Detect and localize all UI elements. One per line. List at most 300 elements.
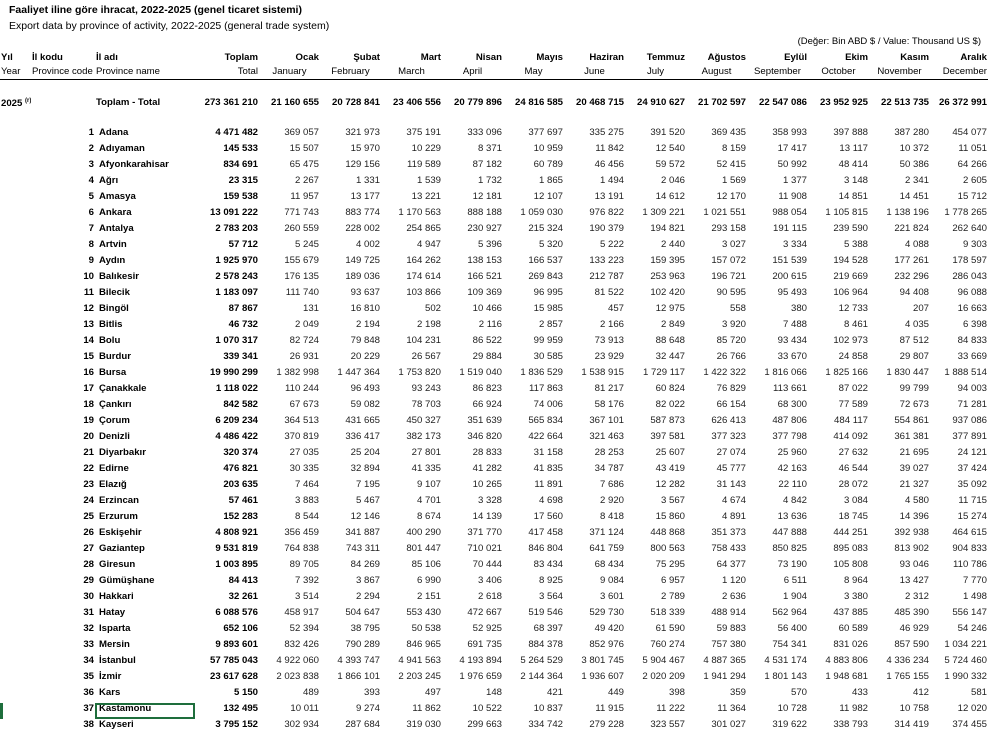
province-code[interactable]: 7 [88, 223, 94, 235]
month-value[interactable]: 641 759 [589, 543, 624, 555]
province-code[interactable]: 17 [83, 383, 94, 395]
month-value[interactable]: 771 743 [284, 207, 319, 219]
month-value[interactable]: 22 110 [778, 479, 807, 491]
total-cell[interactable]: 20 779 896 [453, 96, 502, 108]
month-value[interactable]: 351 373 [711, 527, 746, 539]
month-value[interactable]: 14 851 [838, 191, 868, 203]
month-value[interactable]: 110 786 [953, 559, 987, 571]
month-value[interactable]: 230 927 [467, 223, 502, 235]
month-value[interactable]: 68 397 [533, 623, 563, 635]
month-value[interactable]: 95 493 [777, 287, 807, 299]
month-value[interactable]: 1 836 529 [520, 367, 563, 379]
month-value[interactable]: 301 027 [711, 719, 746, 731]
province-total[interactable]: 1 118 022 [215, 383, 258, 395]
month-value[interactable]: 2 440 [660, 239, 685, 251]
month-value[interactable]: 52 394 [289, 623, 319, 635]
month-value[interactable]: 12 020 [957, 703, 987, 715]
month-value[interactable]: 361 381 [894, 431, 929, 443]
province-total[interactable]: 57 712 [228, 239, 258, 251]
month-value[interactable]: 4 947 [416, 239, 441, 251]
month-value[interactable]: 11 842 [595, 143, 624, 155]
province-name[interactable]: Mersin [99, 639, 130, 651]
month-value[interactable]: 382 173 [406, 431, 441, 443]
month-value[interactable]: 30 585 [533, 351, 563, 363]
month-value[interactable]: 7 195 [355, 479, 380, 491]
month-value[interactable]: 1 105 815 [825, 207, 868, 219]
month-value[interactable]: 54 246 [957, 623, 987, 635]
province-row[interactable] [0, 669, 988, 685]
month-value[interactable]: 1 569 [721, 175, 746, 187]
month-value[interactable]: 764 838 [284, 543, 319, 555]
month-value[interactable]: 457 [607, 303, 624, 315]
month-value[interactable]: 444 251 [833, 527, 868, 539]
province-total[interactable]: 652 106 [223, 623, 258, 635]
month-value[interactable]: 570 [790, 687, 807, 699]
month-value[interactable]: 10 728 [777, 703, 807, 715]
month-value[interactable]: 1 138 196 [886, 207, 929, 219]
total-cell[interactable]: 24 910 627 [636, 96, 685, 108]
month-value[interactable]: 10 265 [472, 479, 502, 491]
month-value[interactable]: 2 267 [294, 175, 319, 187]
month-value[interactable]: 254 865 [406, 223, 441, 235]
month-value[interactable]: 374 455 [952, 719, 987, 731]
province-total[interactable]: 834 691 [223, 159, 258, 171]
month-value[interactable]: 119 589 [407, 159, 441, 171]
month-value[interactable]: 9 303 [962, 239, 987, 251]
province-name[interactable]: Diyarbakır [99, 447, 146, 459]
province-total[interactable]: 87 867 [228, 303, 258, 315]
total-cell[interactable]: 22 547 086 [758, 96, 807, 108]
month-value[interactable]: 39 027 [899, 463, 929, 475]
month-value[interactable]: 1 765 155 [886, 671, 929, 683]
province-code[interactable]: 14 [83, 335, 94, 347]
month-value[interactable]: 319 622 [772, 719, 807, 731]
month-value[interactable]: 364 513 [284, 415, 319, 427]
month-value[interactable]: 96 088 [957, 287, 987, 299]
month-value[interactable]: 302 934 [284, 719, 319, 731]
month-value[interactable]: 49 420 [594, 623, 624, 635]
province-code[interactable]: 18 [83, 399, 94, 411]
province-name[interactable]: Denizli [99, 431, 130, 443]
province-total[interactable]: 4 486 422 [215, 431, 258, 443]
month-value[interactable]: 760 274 [650, 639, 685, 651]
month-value[interactable]: 519 546 [528, 607, 563, 619]
province-name[interactable]: Artvin [99, 239, 127, 251]
month-value[interactable]: 2 144 364 [520, 671, 563, 683]
province-name[interactable]: Burdur [99, 351, 131, 363]
month-value[interactable]: 2 920 [599, 495, 624, 507]
province-row[interactable] [0, 397, 988, 413]
month-value[interactable]: 1 729 117 [643, 367, 685, 379]
province-name[interactable]: Antalya [99, 223, 134, 235]
month-value[interactable]: 111 740 [285, 287, 319, 299]
month-value[interactable]: 4 701 [416, 495, 441, 507]
province-name[interactable]: Adıyaman [99, 143, 145, 155]
province-code[interactable]: 31 [83, 607, 94, 619]
province-total[interactable]: 46 732 [228, 319, 258, 331]
month-value[interactable]: 42 163 [777, 463, 807, 475]
month-value[interactable]: 4 842 [782, 495, 807, 507]
month-value[interactable]: 81 522 [594, 287, 624, 299]
month-value[interactable]: 59 572 [655, 159, 685, 171]
month-value[interactable]: 10 011 [290, 703, 319, 715]
month-value[interactable]: 94 003 [957, 383, 987, 395]
month-value[interactable]: 25 204 [350, 447, 380, 459]
month-value[interactable]: 11 891 [534, 479, 563, 491]
province-row[interactable] [0, 221, 988, 237]
province-total[interactable]: 159 538 [223, 191, 258, 203]
month-value[interactable]: 15 860 [655, 511, 685, 523]
province-row[interactable] [0, 653, 988, 669]
month-value[interactable]: 556 147 [952, 607, 987, 619]
province-code[interactable]: 15 [83, 351, 94, 363]
month-value[interactable]: 1 904 [782, 591, 807, 603]
month-value[interactable]: 4 883 806 [825, 655, 868, 667]
month-value[interactable]: 5 222 [599, 239, 624, 251]
province-name[interactable]: Afyonkarahisar [99, 159, 169, 171]
province-name[interactable]: Çanakkale [99, 383, 147, 395]
province-total[interactable]: 842 582 [223, 399, 258, 411]
month-value[interactable]: 79 848 [350, 335, 380, 347]
month-value[interactable]: 86 823 [472, 383, 502, 395]
month-value[interactable]: 196 721 [711, 271, 746, 283]
month-value[interactable]: 6 990 [416, 575, 441, 587]
month-value[interactable]: 15 274 [957, 511, 987, 523]
month-value[interactable]: 8 418 [599, 511, 624, 523]
province-total[interactable]: 132 495 [223, 703, 258, 715]
province-row[interactable] [0, 589, 988, 605]
month-value[interactable]: 448 868 [650, 527, 685, 539]
province-row[interactable] [0, 445, 988, 461]
month-value[interactable]: 5 320 [538, 239, 563, 251]
month-value[interactable]: 106 964 [833, 287, 868, 299]
province-code[interactable]: 33 [83, 639, 94, 651]
month-value[interactable]: 94 408 [899, 287, 929, 299]
month-value[interactable]: 454 077 [952, 127, 987, 139]
month-value[interactable]: 149 725 [345, 255, 380, 267]
active-cell-cursor[interactable] [95, 703, 195, 719]
month-value[interactable]: 13 177 [350, 191, 380, 203]
month-value[interactable]: 857 590 [894, 639, 929, 651]
total-row[interactable] [0, 90, 988, 115]
month-value[interactable]: 41 335 [411, 463, 441, 475]
province-code[interactable]: 20 [83, 431, 94, 443]
month-value[interactable]: 99 959 [533, 335, 563, 347]
month-value[interactable]: 85 106 [411, 559, 441, 571]
month-value[interactable]: 2 618 [477, 591, 502, 603]
month-value[interactable]: 884 378 [528, 639, 563, 651]
month-value[interactable]: 212 787 [589, 271, 624, 283]
province-row[interactable] [0, 621, 988, 637]
month-value[interactable]: 18 745 [838, 511, 868, 523]
month-value[interactable]: 74 006 [533, 399, 563, 411]
month-value[interactable]: 31 143 [716, 479, 746, 491]
month-value[interactable]: 82 724 [289, 335, 319, 347]
province-row[interactable] [0, 493, 988, 509]
month-value[interactable]: 2 046 [660, 175, 685, 187]
month-value[interactable]: 852 976 [589, 639, 624, 651]
month-value[interactable]: 110 244 [285, 383, 319, 395]
month-value[interactable]: 157 072 [711, 255, 746, 267]
month-value[interactable]: 850 825 [772, 543, 807, 555]
month-value[interactable]: 369 435 [711, 127, 746, 139]
month-value[interactable]: 895 083 [833, 543, 868, 555]
month-value[interactable]: 377 891 [952, 431, 987, 443]
month-value[interactable]: 52 415 [716, 159, 746, 171]
province-code[interactable]: 13 [83, 319, 94, 331]
province-row[interactable] [0, 205, 988, 221]
province-row[interactable] [0, 429, 988, 445]
month-value[interactable]: 4 698 [538, 495, 563, 507]
month-value[interactable]: 2 203 245 [398, 671, 441, 683]
province-total[interactable]: 84 413 [228, 575, 258, 587]
month-value[interactable]: 11 051 [958, 143, 987, 155]
province-name[interactable]: Kastamonu [99, 703, 152, 715]
month-value[interactable]: 7 686 [599, 479, 624, 491]
month-value[interactable]: 26 567 [411, 351, 441, 363]
month-value[interactable]: 286 043 [952, 271, 987, 283]
province-code[interactable]: 37 [83, 703, 94, 715]
month-value[interactable]: 52 925 [472, 623, 502, 635]
month-value[interactable]: 56 400 [777, 623, 807, 635]
month-value[interactable]: 25 607 [655, 447, 685, 459]
province-total[interactable]: 13 091 222 [209, 207, 258, 219]
month-value[interactable]: 433 [851, 687, 868, 699]
province-row[interactable] [0, 253, 988, 269]
month-value[interactable]: 397 581 [650, 431, 685, 443]
month-value[interactable]: 109 369 [467, 287, 502, 299]
month-value[interactable]: 12 975 [655, 303, 685, 315]
month-value[interactable]: 71 281 [957, 399, 987, 411]
month-value[interactable]: 34 787 [594, 463, 624, 475]
province-code[interactable]: 16 [83, 367, 94, 379]
province-row[interactable] [0, 141, 988, 157]
province-row[interactable] [0, 717, 988, 733]
month-value[interactable]: 13 221 [411, 191, 441, 203]
province-name[interactable]: Çorum [99, 415, 130, 427]
month-value[interactable]: 587 873 [650, 415, 685, 427]
month-value[interactable]: 5 245 [294, 239, 319, 251]
month-value[interactable]: 1 830 447 [886, 367, 929, 379]
month-value[interactable]: 287 684 [345, 719, 380, 731]
month-value[interactable]: 370 819 [284, 431, 319, 443]
month-value[interactable]: 3 380 [843, 591, 868, 603]
month-value[interactable]: 754 341 [772, 639, 807, 651]
month-value[interactable]: 14 396 [899, 511, 929, 523]
month-value[interactable]: 59 082 [350, 399, 380, 411]
month-value[interactable]: 50 386 [899, 159, 929, 171]
month-value[interactable]: 148 [485, 687, 502, 699]
month-value[interactable]: 3 567 [660, 495, 685, 507]
month-value[interactable]: 8 544 [294, 511, 319, 523]
month-value[interactable]: 414 092 [833, 431, 868, 443]
province-code[interactable]: 1 [88, 127, 94, 139]
province-code[interactable]: 23 [83, 479, 94, 491]
month-value[interactable]: 113 661 [773, 383, 807, 395]
month-value[interactable]: 800 563 [650, 543, 685, 555]
month-value[interactable]: 377 323 [711, 431, 746, 443]
month-value[interactable]: 314 419 [894, 719, 929, 731]
month-value[interactable]: 4 674 [721, 495, 746, 507]
month-value[interactable]: 60 789 [533, 159, 563, 171]
province-code[interactable]: 19 [83, 415, 94, 427]
month-value[interactable]: 5 724 460 [944, 655, 987, 667]
province-total[interactable]: 23 315 [228, 175, 258, 187]
month-value[interactable]: 553 430 [406, 607, 441, 619]
province-name[interactable]: Ağrı [99, 175, 119, 187]
month-value[interactable]: 691 735 [467, 639, 502, 651]
month-value[interactable]: 269 843 [528, 271, 563, 283]
month-value[interactable]: 10 758 [899, 703, 929, 715]
month-value[interactable]: 15 507 [289, 143, 319, 155]
month-value[interactable]: 358 993 [772, 127, 807, 139]
month-value[interactable]: 3 084 [843, 495, 868, 507]
month-value[interactable]: 35 092 [957, 479, 987, 491]
month-value[interactable]: 99 799 [899, 383, 929, 395]
month-value[interactable]: 46 456 [594, 159, 624, 171]
province-code[interactable]: 9 [88, 255, 94, 267]
province-total[interactable]: 203 635 [223, 479, 258, 491]
month-value[interactable]: 232 296 [894, 271, 929, 283]
month-value[interactable]: 447 888 [772, 527, 807, 539]
month-value[interactable]: 87 512 [899, 335, 929, 347]
month-value[interactable]: 77 589 [838, 399, 868, 411]
month-value[interactable]: 166 521 [467, 271, 502, 283]
province-total[interactable]: 339 341 [223, 351, 258, 363]
month-value[interactable]: 84 269 [350, 559, 380, 571]
month-value[interactable]: 299 663 [467, 719, 502, 731]
month-value[interactable]: 351 639 [467, 415, 502, 427]
month-value[interactable]: 488 914 [711, 607, 746, 619]
month-value[interactable]: 377 697 [528, 127, 563, 139]
month-value[interactable]: 3 334 [782, 239, 807, 251]
month-value[interactable]: 4 922 060 [276, 655, 319, 667]
month-value[interactable]: 129 156 [345, 159, 380, 171]
month-value[interactable]: 43 419 [655, 463, 685, 475]
month-value[interactable]: 50 992 [777, 159, 807, 171]
month-value[interactable]: 392 938 [894, 527, 929, 539]
month-value[interactable]: 215 324 [528, 223, 563, 235]
month-value[interactable]: 93 046 [899, 559, 929, 571]
month-value[interactable]: 41 835 [533, 463, 563, 475]
month-value[interactable]: 2 294 [355, 591, 380, 603]
province-code[interactable]: 27 [83, 543, 94, 555]
month-value[interactable]: 484 117 [834, 415, 868, 427]
month-value[interactable]: 2 857 [538, 319, 563, 331]
month-value[interactable]: 12 181 [472, 191, 502, 203]
month-value[interactable]: 11 915 [595, 703, 624, 715]
province-code[interactable]: 29 [83, 575, 94, 587]
province-name[interactable]: Ankara [99, 207, 132, 219]
month-value[interactable]: 1 494 [599, 175, 624, 187]
month-value[interactable]: 9 084 [599, 575, 624, 587]
month-value[interactable]: 743 311 [346, 543, 380, 555]
month-value[interactable]: 497 [424, 687, 441, 699]
month-value[interactable]: 28 253 [594, 447, 624, 459]
month-value[interactable]: 11 982 [839, 703, 868, 715]
month-value[interactable]: 138 153 [467, 255, 502, 267]
month-value[interactable]: 88 648 [655, 335, 685, 347]
month-value[interactable]: 219 669 [833, 271, 868, 283]
month-value[interactable]: 319 030 [406, 719, 441, 731]
month-value[interactable]: 194 821 [650, 223, 685, 235]
month-value[interactable]: 11 908 [778, 191, 807, 203]
month-value[interactable]: 371 770 [467, 527, 502, 539]
month-value[interactable]: 8 674 [416, 511, 441, 523]
month-value[interactable]: 28 072 [838, 479, 868, 491]
month-value[interactable]: 380 [790, 303, 807, 315]
province-row[interactable] [0, 349, 988, 365]
month-value[interactable]: 565 834 [528, 415, 563, 427]
province-code[interactable]: 38 [83, 719, 94, 731]
month-value[interactable]: 10 466 [472, 303, 502, 315]
month-value[interactable]: 14 612 [655, 191, 685, 203]
province-row[interactable] [0, 125, 988, 141]
month-value[interactable]: 82 022 [655, 399, 685, 411]
total-cell[interactable]: 21 160 655 [270, 96, 319, 108]
total-cell[interactable]: 26 372 991 [938, 96, 987, 108]
province-row[interactable] [0, 269, 988, 285]
month-value[interactable]: 346 820 [467, 431, 502, 443]
province-name[interactable]: Gümüşhane [99, 575, 155, 587]
province-code[interactable]: 21 [83, 447, 94, 459]
month-value[interactable]: 68 300 [777, 399, 807, 411]
month-value[interactable]: 1 778 265 [944, 207, 987, 219]
month-value[interactable]: 4 393 747 [337, 655, 380, 667]
month-value[interactable]: 2 849 [660, 319, 685, 331]
month-value[interactable]: 518 339 [650, 607, 685, 619]
province-row[interactable] [0, 381, 988, 397]
month-value[interactable]: 59 883 [716, 623, 746, 635]
month-value[interactable]: 21 327 [899, 479, 929, 491]
province-total[interactable]: 4 808 921 [215, 527, 258, 539]
month-value[interactable]: 846 804 [528, 543, 563, 555]
month-value[interactable]: 73 913 [594, 335, 624, 347]
month-value[interactable]: 253 963 [650, 271, 685, 283]
month-value[interactable]: 1 422 322 [703, 367, 746, 379]
month-value[interactable]: 8 159 [721, 143, 746, 155]
month-value[interactable]: 4 531 174 [764, 655, 807, 667]
province-code[interactable]: 36 [83, 687, 94, 699]
month-value[interactable]: 13 117 [839, 143, 868, 155]
month-value[interactable]: 12 282 [655, 479, 685, 491]
province-code[interactable]: 5 [88, 191, 94, 203]
month-value[interactable]: 178 597 [952, 255, 987, 267]
province-name[interactable]: İstanbul [99, 655, 136, 667]
province-code[interactable]: 26 [83, 527, 94, 539]
province-total[interactable]: 6 088 576 [215, 607, 258, 619]
month-value[interactable]: 988 054 [772, 207, 807, 219]
province-code[interactable]: 4 [88, 175, 94, 187]
month-value[interactable]: 25 960 [777, 447, 807, 459]
month-value[interactable]: 27 632 [838, 447, 868, 459]
month-value[interactable]: 66 924 [472, 399, 502, 411]
month-value[interactable]: 14 451 [899, 191, 929, 203]
month-value[interactable]: 190 379 [589, 223, 624, 235]
month-value[interactable]: 976 822 [589, 207, 624, 219]
month-value[interactable]: 26 931 [289, 351, 319, 363]
month-value[interactable]: 1 382 998 [276, 367, 319, 379]
province-code[interactable]: 22 [83, 463, 94, 475]
month-value[interactable]: 2 116 [478, 319, 502, 331]
month-value[interactable]: 1 120 [721, 575, 746, 587]
month-value[interactable]: 336 417 [345, 431, 380, 443]
total-cell[interactable]: 21 702 597 [697, 96, 746, 108]
month-value[interactable]: 10 837 [533, 703, 563, 715]
month-value[interactable]: 371 124 [589, 527, 624, 539]
month-value[interactable]: 1 447 364 [337, 367, 380, 379]
month-value[interactable]: 7 464 [294, 479, 319, 491]
